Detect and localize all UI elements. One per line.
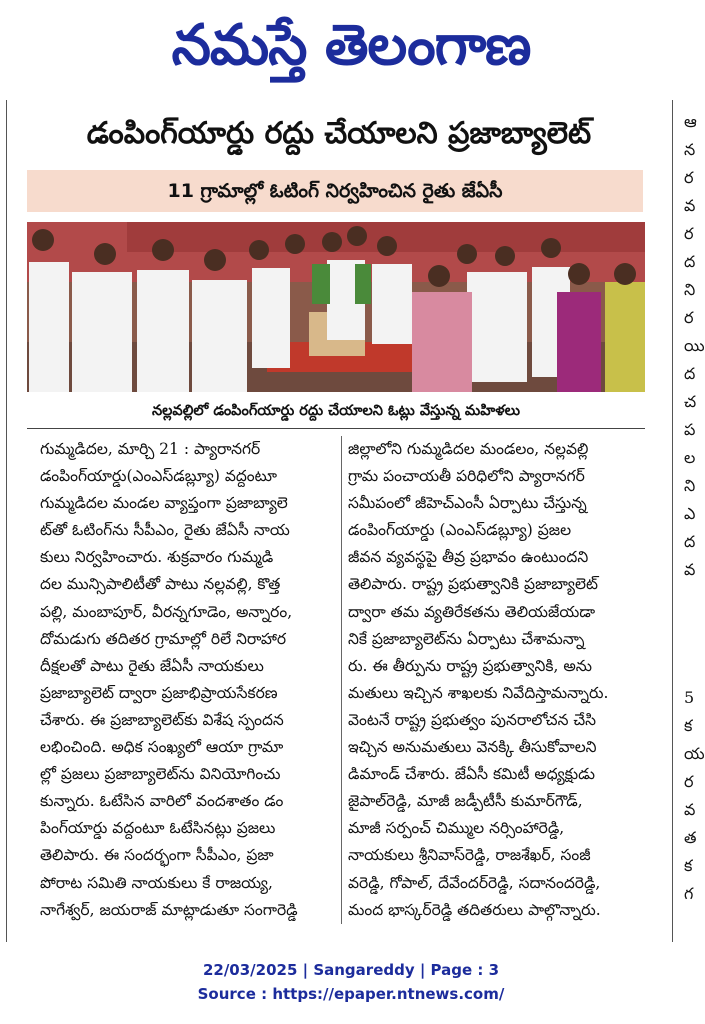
body-line: రు. ఈ తీర్పును రాష్ట్ర ప్రభుత్వానికి, అను	[348, 656, 593, 675]
body-line: ట్‌తో ఓటింగ్‌ను సీపీఎం, రైతు జేఏసీ నాయ	[40, 521, 290, 540]
body-line: ఇచ్చిన అనుమతులు వెనక్కి తీసుకోవాలని	[348, 738, 597, 757]
body-line: నాగేశ్వర్, జయరాజ్ మాట్లాడుతూ సంగారెడ్డి	[40, 900, 298, 919]
body-line: పింగ్‌యార్డు వద్దంటూ ఓటేసినట్లు ప్రజలు	[40, 819, 276, 838]
body-line: మాజీ సర్పంచ్ చిమ్ముల నర్సింహారెడ్డి,	[348, 819, 565, 838]
body-line: జిల్లాలోని గుమ్మడిదల మండలం, నల్లవల్లి	[348, 440, 589, 458]
body-line: గుమ్మడిదల, మార్చి 21 : ప్యారానగర్	[40, 440, 261, 458]
body-line: సమీపంలో జీహెచ్‌ఎంసీ ఏర్పాటు చేస్తున్న	[348, 494, 587, 513]
left-border-rule	[6, 100, 7, 942]
article-body-column-2	[348, 436, 648, 924]
page-footer	[0, 958, 702, 1006]
photo-caption: నల్లవల్లిలో డంపింగ్‌యార్డు రద్దు చేయాలని ఓట్లు వేస్తున్న మహిళలు	[151, 403, 521, 419]
body-line: జైపాల్‌రెడ్డి, మాజీ జడ్పీటీసీ కుమార్‌గౌడ్,	[348, 792, 583, 811]
body-line: పోరాట సమితి నాయకులు కే రాజయ్య,	[40, 873, 273, 892]
body-line: లభించింది. అధిక సంఖ్యలో ఆయా గ్రామా	[40, 738, 284, 757]
body-line: చేశారు. ఈ ప్రజాబ్యాలెట్‌కు విశేష స్పందన	[40, 710, 284, 729]
body-line: గుమ్మడిదల మండల వ్యాప్తంగా ప్రజాబ్యాలె	[40, 494, 288, 513]
newspaper-logo: నమస్తే తెలంగాణ	[171, 13, 531, 78]
article-photo	[27, 222, 645, 392]
body-line: గ్రామ పంచాయతీ పరిధిలోని ప్యారానగర్	[348, 467, 585, 486]
source-link[interactable]: Source : https://epaper.ntnews.com/	[197, 985, 505, 1003]
body-line: డిమాండ్ చేశారు. జేఏసీ కమిటీ అధ్యక్షుడు	[348, 765, 595, 784]
body-line: వరెడ్డి, గోపాల్, దేవేందర్‌రెడ్డి, సదానందరెడ్డి,	[348, 873, 601, 892]
body-line: నికే ప్రజాబ్యాలెట్‌ను ఏర్పాటు చేశామన్నా	[348, 629, 585, 648]
right-border-rule	[672, 100, 673, 942]
adjacent-article-fragment-top: ఆ న ర వ ర ద ని ర యి ద చ ప ల ని ఎ ద వ	[684, 112, 705, 579]
body-line: దల మున్సిపాలిటీతో పాటు నల్లవల్లి, కొత్త	[40, 575, 281, 594]
body-line: తెలిపారు. ఈ సందర్భంగా సీపీఎం, ప్రజా	[40, 846, 274, 865]
column-divider	[341, 436, 342, 924]
body-line: జీవన వ్యవస్థపై తీవ్ర ప్రభావం ఉంటుందని	[348, 548, 589, 567]
body-line: తెలిపారు. రాష్ట్ర ప్రభుత్వానికి ప్రజాబ్యాలెట్	[348, 575, 598, 594]
body-line: ల్లో ప్రజలు ప్రజాబ్యాలెట్‌ను వినియోగించు	[40, 765, 281, 784]
body-line: కున్నారు. ఓటేసిన వారిలో వందశాతం డం	[40, 792, 284, 811]
masthead	[0, 0, 702, 96]
article-headline: డంపింగ్‌యార్డు రద్దు చేయాలని ప్రజాబ్యాలెట్	[86, 116, 592, 151]
article-subheadline: 11 గ్రామాల్లో ఓటింగ్ నిర్వహించిన రైతు జేఏసీ	[167, 180, 503, 202]
article-body-column-1	[40, 436, 340, 924]
body-line: మంద భాస్కర్‌రెడ్డి తదితరులు పాల్గొన్నారు.	[348, 900, 601, 919]
body-line: పల్లి, మంబాపూర్, వీరన్నగూడెం, అన్నారం,	[40, 602, 293, 621]
body-line: డంపింగ్‌యార్డు (ఎంఎస్‌డబ్ల్యూ) ప్రజల	[348, 521, 572, 540]
body-line: దీక్షలతో పాటు రైతు జేఏసీ నాయకులు	[40, 656, 264, 675]
body-line: నాయకులు శ్రీనివాస్‌రెడ్డి, రాజశేఖర్, సంజీ	[348, 846, 591, 865]
body-line: వెంటనే రాష్ట్ర ప్రభుత్వం పునరాలోచన చేసి	[348, 710, 597, 729]
body-line: కులు నిర్వహించారు. శుక్రవారం గుమ్మడి	[40, 548, 274, 567]
body-line: మతులు ఇచ్చిన శాఖలకు నివేదిస్తామన్నారు.	[348, 683, 609, 702]
adjacent-article-fragment-bottom: 5 క య ర వ త క గ	[684, 688, 705, 903]
caption-rule	[27, 428, 645, 429]
body-line: దోమడుగు తదితర గ్రామాల్లో రిలే నిరాహార	[40, 629, 287, 648]
edition-info: 22/03/2025 | Sangareddy | Page : 3	[202, 961, 500, 979]
body-line: ద్వారా తమ వ్యతిరేకతను తెలియజేయడా	[348, 602, 596, 621]
body-line: ప్రజాబ్యాలెట్ ద్వారా ప్రజాభిప్రాయసేకరణ	[40, 683, 278, 702]
body-line: డంపింగ్‌యార్డు(ఎంఎస్‌డబ్ల్యూ) వద్దంటూ	[40, 467, 277, 486]
